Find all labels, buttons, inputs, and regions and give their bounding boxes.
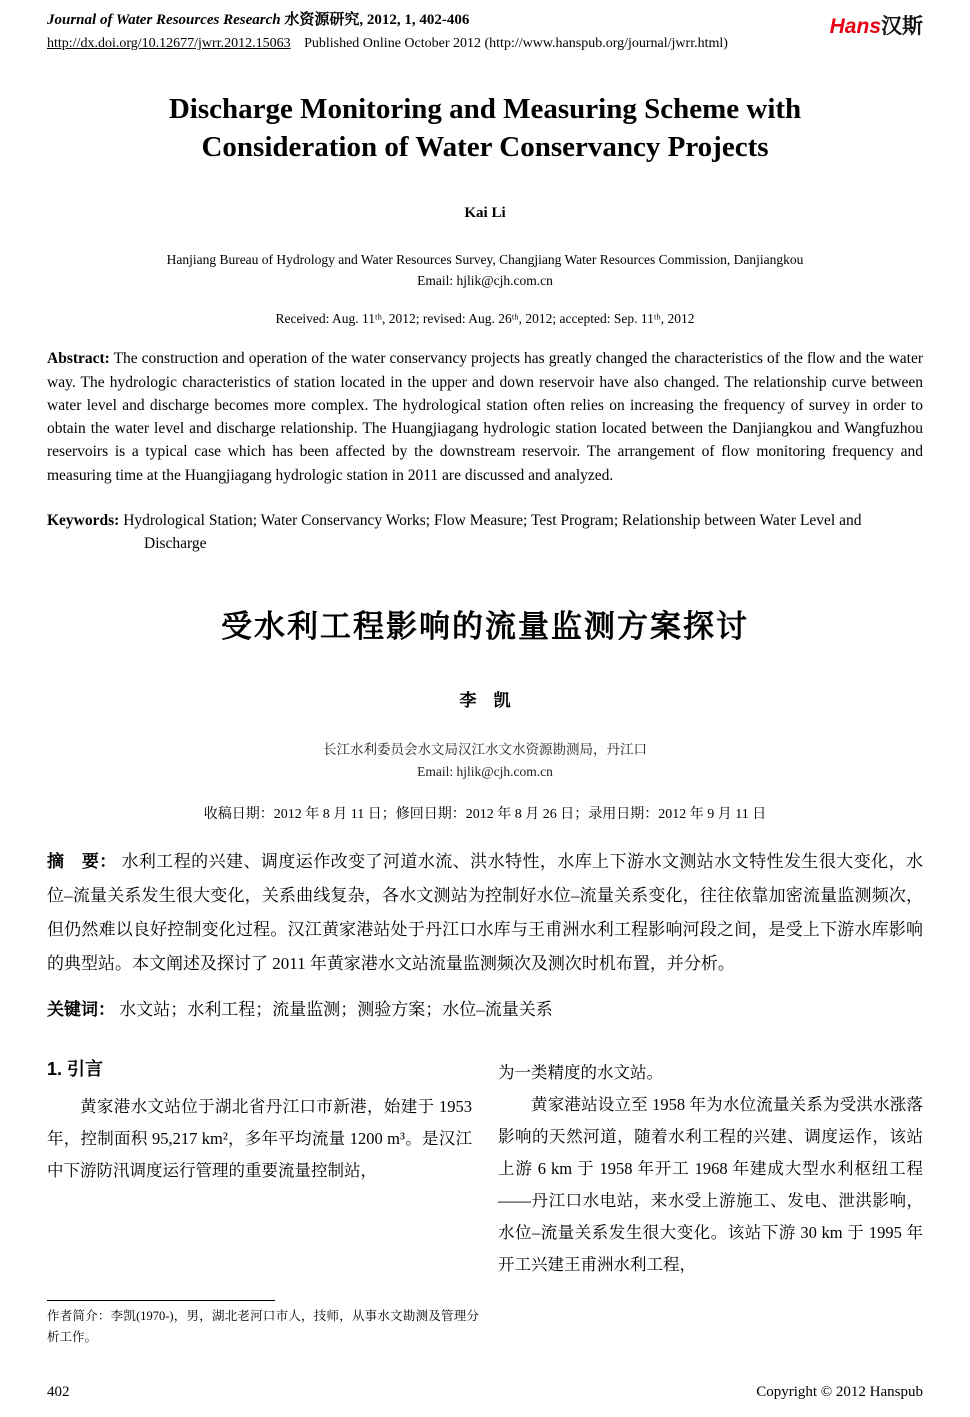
affiliation-cn: 长江水利委员会水文局汉江水文水资源勘测局，丹江口 [323,742,647,758]
paper-title-cn: 受水利工程影响的流量监测方案探讨 [221,609,749,645]
footnote-divider [47,1300,275,1301]
continuation-paragraph-right: 为一类精度的水文站。 [498,1062,663,1082]
keywords-label-en: Keywords: [47,511,120,529]
affiliation-cn-block [47,739,923,782]
keywords-text-cn: 水文站；水利工程；流量监测；测验方案；水位–流量关系 [119,999,553,1019]
keywords-text-en: Hydrological Station; Water Conservancy Works; Flow Measure; Test Program; Relationship between Water Level and Discharge [123,511,862,553]
received-dates-en: Received: Aug. 11ᵗʰ, 2012; revised: Aug. 26ᵗʰ, 2012; accepted: Sep. 11ᵗʰ, 2012 [275,311,695,327]
body-columns [47,1057,923,1281]
journal-header [47,10,923,54]
abstract-text-cn: 水利工程的兴建、调度运作改变了河道水流、洪水特性，水库上下游水文测站水文特性发生很大变化，水位–流量关系发生很大变化，关系曲线复杂，各水文测站为控制好水位–流量关系变化，往往依靠加密流量监测频次，但仍然难以良好控制变化过程。汉江黄家港站处于丹江口水库与王甫洲水利工程影响河段之间，是受上下游水库影响的典型站。本文阐述及探讨了 2011 年黄家港水文站流量监测频次及测次时机布置，并分析。 [47,851,924,973]
hanspub-logo-hans: Hans [829,15,881,38]
journal-title-line [47,10,728,32]
abstract-label-cn: 摘 要： [47,851,117,871]
keywords-en [47,509,923,556]
email-en: Email: hjlik@cjh.com.cn [417,272,553,288]
published-online-text: Published Online October 2012 (http://www.hanspub.org/journal/jwrr.html) [304,35,728,51]
page-number: 402 [47,1384,70,1400]
journal-title-cn: 水资源研究, 2012, 1, 402-406 [284,12,470,28]
abstract-text-en: The construction and operation of the water conservancy projects has greatly changed the characteristics of the flow and the water way. The hydrologic characteristics of station located in the upper and down reservoir have also changed. The relationship curve between water level and discharge becomes more complex. The hydrological station often relies on increasing the frequency of survey in order to obtain the water level and discharge relationship. The Huangjiagang hydrologic station located between the Danjiangkou and Wangfuzhou reservoirs is a typical case which has been affected by the downstream reservoir. The arrangement of flow monitoring frequency and measuring time at the Huangjiagang hydrologic station in 2011 are discussed and analyzed. [47,350,923,484]
paper-title-en [47,90,923,167]
abstract-en [47,347,923,487]
hanspub-logo [830,10,923,40]
right-column [498,1057,923,1281]
affiliation-en: Hanjiang Bureau of Hydrology and Water Resources Survey, Changjiang Water Resources Commission, Danjiangkou [166,251,804,267]
abstract-label-en: Abstract: [47,350,110,368]
doi-link[interactable]: http://dx.doi.org/10.12677/jwrr.2012.15063 [47,35,291,51]
keywords-label-cn: 关键词： [47,999,115,1019]
paragraph-right-2: 黄家港站设立至 1958 年为水位流量关系为受洪水涨落影响的天然河道，随着水利工程的兴建、调度运作，该站上游 6 km 于 1958 年开工 1968 年建成大型水利枢纽工程——丹江口水电站，来水受上游施工、发电、泄洪影响，水位–流量关系发生很大变化。该站下游 30 km 于 1995 年开工兴建王甫洲水利工程， [498,1094,923,1274]
affiliation-en-block [47,250,923,292]
author-name-en: Kai Li [464,204,506,221]
doi-line [47,34,728,54]
journal-header-left [47,10,728,54]
author-name-cn: 李 凯 [459,691,511,711]
journal-title-en: Journal of Water Resources Research [47,12,281,28]
paper-title-en-line2: Consideration of Water Conservancy Projects [201,131,769,164]
hanspub-logo-cn: 汉斯 [881,15,923,38]
abstract-cn [47,845,923,981]
left-column [47,1057,472,1281]
intro-paragraph-left: 黄家港水文站位于湖北省丹江口市新港，始建于 1953 年，控制面积 95,217 km²，多年平均流量 1200 m³。是汉江中下游防汛调度运行管理的重要流量控制站， [47,1096,472,1180]
page-footer [47,1384,923,1401]
email-cn: Email: hjlik@cjh.com.cn [417,764,553,780]
copyright-notice: Copyright © 2012 Hanspub [756,1384,923,1400]
author-bio-footnote-block [47,1300,479,1347]
section-heading-introduction: 1. 引言 [47,1058,104,1079]
paper-title-en-line1: Discharge Monitoring and Measuring Scheme with [168,93,802,126]
keywords-cn [47,993,923,1027]
received-dates-cn: 收稿日期：2012 年 8 月 11 日；修回日期：2012 年 8 月 26 日；录用日期：2012 年 9 月 11 日 [203,806,767,822]
author-bio-footnote: 作者简介：李凯(1970-)，男，湖北老河口市人，技师，从事水文勘测及管理分析工作。 [47,1309,479,1344]
